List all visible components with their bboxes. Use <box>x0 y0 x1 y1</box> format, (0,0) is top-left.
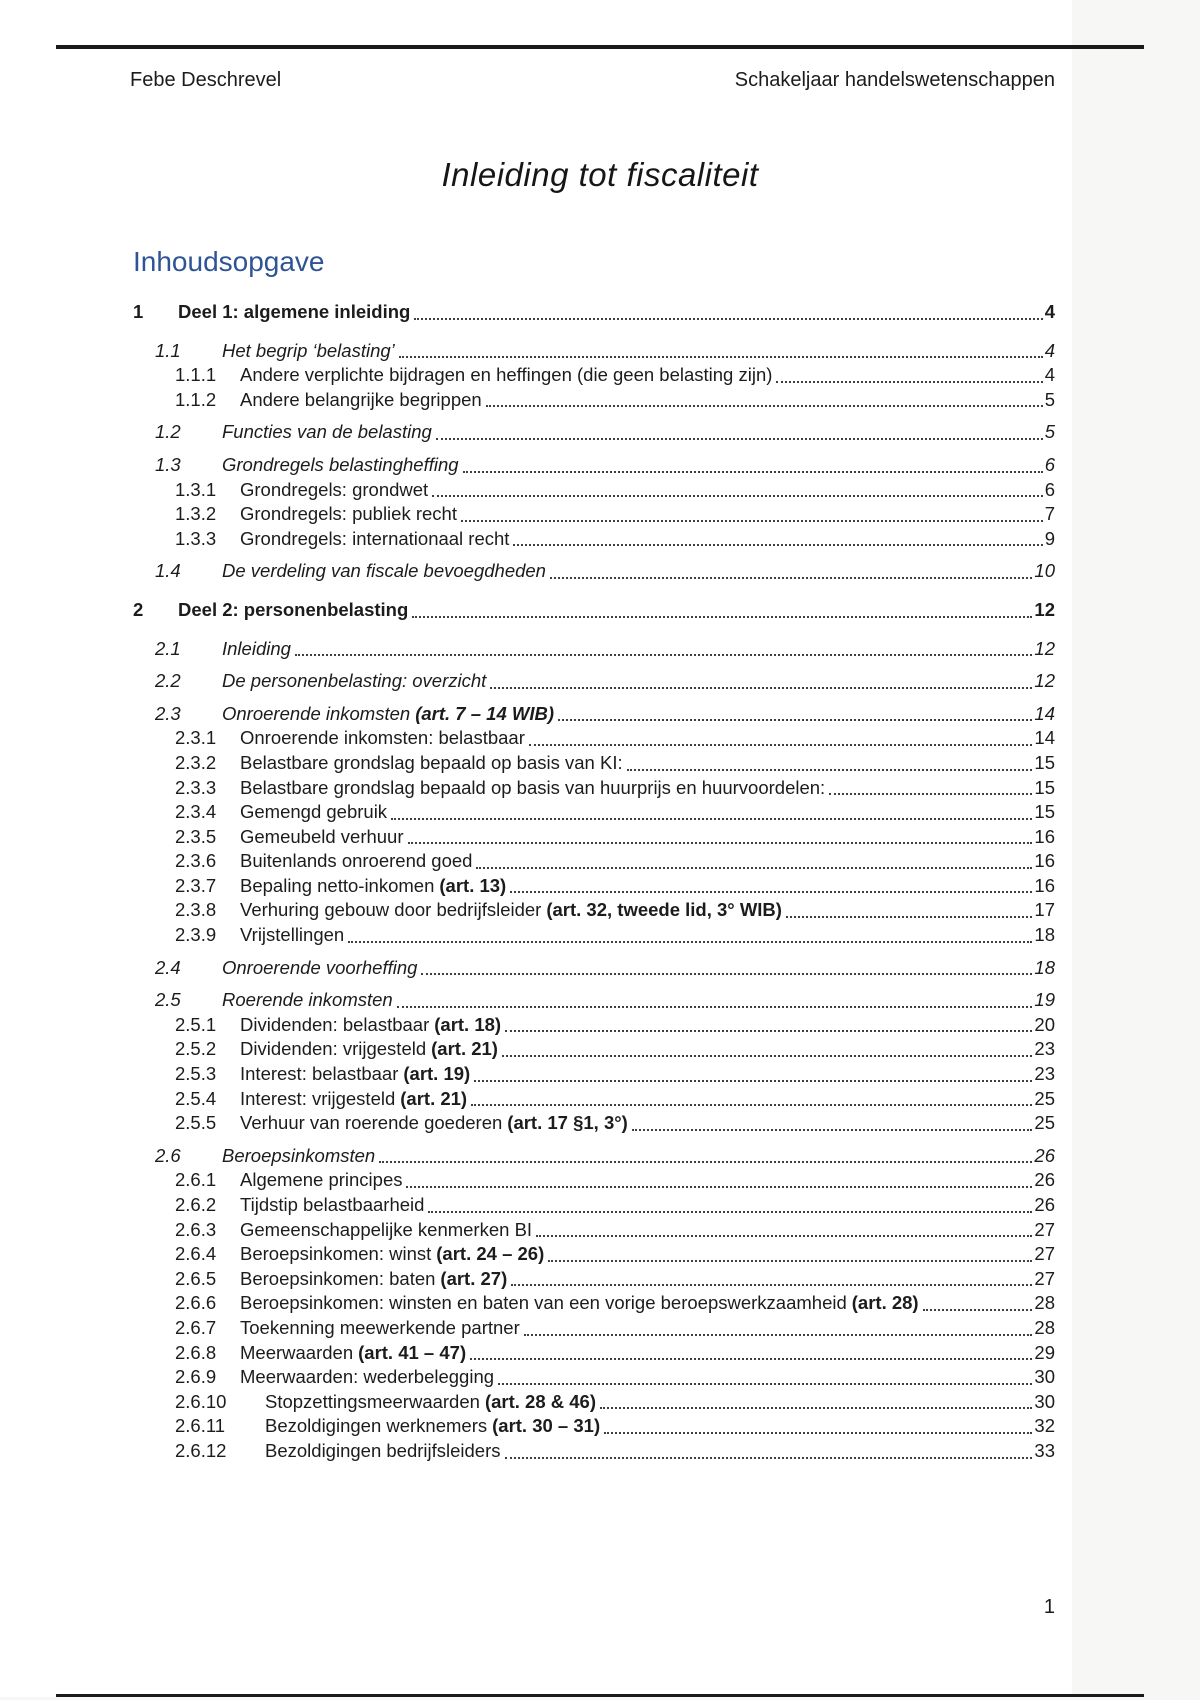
toc-entry-label-text: Het begrip ‘belasting’ <box>222 339 395 361</box>
toc-entry-label-text: Andere belangrijke begrippen <box>240 388 482 410</box>
dot-leader <box>414 318 1042 320</box>
dot-leader <box>474 1080 1032 1082</box>
toc-entry[interactable] <box>133 502 1055 527</box>
toc-entry-number: 1.3.3 <box>175 527 217 549</box>
toc-entry-label <box>178 300 410 325</box>
toc-entry[interactable] <box>133 702 1055 727</box>
toc-entry-number: 2.6.10 <box>175 1390 227 1412</box>
toc-entry-label-text: Verhuring gebouw door bedrijfsleider <box>240 899 542 921</box>
toc-entry-article-ref: (art. 17 §1, 3°) <box>507 1112 628 1134</box>
toc-entry[interactable] <box>133 898 1055 923</box>
toc-entry[interactable] <box>133 1242 1055 1267</box>
toc-entry-number: 1.4 <box>155 560 181 582</box>
toc-entry[interactable] <box>133 1267 1055 1292</box>
toc-entry-number: 2.6.12 <box>175 1439 227 1461</box>
dot-leader <box>604 1432 1032 1434</box>
toc-entry-label <box>240 776 825 801</box>
toc-entry-label-text: Onroerende inkomsten <box>222 702 411 724</box>
toc-entry-number: 1.3 <box>155 453 181 475</box>
dot-leader <box>397 1006 1033 1008</box>
toc-entry-number: 2.3.6 <box>175 850 217 872</box>
toc-page-number: 18 <box>1034 924 1055 946</box>
dot-leader <box>786 916 1032 918</box>
toc-entry-number: 2.3.7 <box>175 874 217 896</box>
toc-entry[interactable] <box>133 300 1055 325</box>
toc-entry[interactable] <box>133 1414 1055 1439</box>
toc-entry[interactable] <box>133 1111 1055 1136</box>
toc-entry[interactable] <box>133 559 1055 584</box>
toc-entry-number: 2.3.5 <box>175 825 217 847</box>
toc-entry[interactable] <box>133 1193 1055 1218</box>
dot-leader <box>295 654 1033 656</box>
toc-entry[interactable] <box>133 453 1055 478</box>
toc-entry-number: 2.1 <box>155 637 181 659</box>
toc-entry-label <box>240 751 623 776</box>
toc-entry-article-ref: (art. 32, tweede lid, 3° WIB) <box>546 899 782 921</box>
dot-leader <box>490 687 1032 689</box>
toc-entry-label <box>240 1242 544 1267</box>
toc-page-number: 12 <box>1034 637 1055 659</box>
toc-entry-label-text: Tijdstip belastbaarheid <box>240 1194 425 1215</box>
toc-page-number: 19 <box>1034 989 1055 1011</box>
toc-entry[interactable] <box>133 1168 1055 1193</box>
toc-entry-label-text: Beroepsinkomsten <box>222 1144 376 1166</box>
dot-leader <box>412 616 1032 618</box>
toc-entry-number: 1.1.2 <box>175 388 217 410</box>
dot-leader <box>505 1457 1033 1459</box>
toc-entry-label-text: Grondregels: grondwet <box>240 478 429 500</box>
dot-leader <box>776 381 1042 383</box>
toc-entry-label-text: Interest: belastbaar <box>240 1063 399 1085</box>
dot-leader <box>600 1407 1032 1409</box>
toc-entry-article-ref: (art. 13) <box>439 874 507 896</box>
dot-leader <box>511 1284 1032 1286</box>
toc-entry-label-text: Dividenden: vrijgesteld <box>240 1038 427 1060</box>
dot-leader <box>548 1260 1032 1262</box>
toc-entry-number: 2.5.2 <box>175 1038 217 1060</box>
toc-entry-label <box>222 956 417 981</box>
toc-page-number: 4 <box>1044 339 1055 361</box>
toc-entry-label <box>240 1267 507 1292</box>
toc-page-number: 27 <box>1034 1267 1055 1289</box>
toc-entry-label-text: Vrijstellingen <box>240 924 345 946</box>
toc-page-number: 23 <box>1034 1063 1055 1085</box>
toc-entry-label <box>265 1390 596 1415</box>
toc-page-number: 14 <box>1034 702 1055 724</box>
page-header <box>130 68 1055 92</box>
toc-entry[interactable] <box>133 726 1055 751</box>
toc-entry-label-text: Belastbare grondslag bepaald op basis van huurprijs en huurvoordelen: <box>240 776 826 798</box>
toc-page-number: 9 <box>1044 527 1055 549</box>
toc-entry-number: 2.3.8 <box>175 899 217 921</box>
toc-entry-label <box>265 1414 600 1439</box>
toc-heading: Inhoudsopgave <box>133 246 325 277</box>
toc-entry-label <box>240 1111 628 1136</box>
toc-entry-label <box>222 988 393 1013</box>
toc-entry-article-ref: (art. 27) <box>440 1267 508 1289</box>
toc-entry-label <box>222 702 554 727</box>
toc-entry-label <box>240 1218 532 1243</box>
toc-entry-number: 2.6.4 <box>175 1243 217 1265</box>
toc-entry[interactable] <box>133 956 1055 981</box>
dot-leader <box>406 1186 1032 1188</box>
toc-entry-number: 2.6.2 <box>175 1194 217 1215</box>
toc-entry-number: 1 <box>133 301 144 322</box>
dot-leader <box>408 842 1033 844</box>
toc-entry-number: 2.3.3 <box>175 776 217 798</box>
dot-leader <box>470 1358 1032 1360</box>
toc-entry-label-text: Bezoldigingen werknemers <box>265 1415 488 1437</box>
toc-entry-label-text: Bepaling netto-inkomen <box>240 874 435 896</box>
toc-page-number: 12 <box>1034 670 1055 692</box>
toc-entry-label <box>240 1365 494 1390</box>
toc-entry-label <box>265 1439 501 1464</box>
toc-page-number: 7 <box>1044 503 1055 525</box>
toc-entry[interactable] <box>133 598 1055 623</box>
toc-entry-label <box>240 388 482 413</box>
toc-entry[interactable] <box>133 1087 1055 1112</box>
dot-leader <box>536 1235 1032 1237</box>
toc-entry[interactable] <box>133 1291 1055 1316</box>
toc-entry-label <box>240 1193 424 1218</box>
toc-entry-label-text: Beroepsinkomen: winsten en baten van een vorige beroepswerkzaamheid <box>240 1292 847 1314</box>
header-rule <box>56 45 1144 49</box>
toc-page-number: 33 <box>1034 1439 1055 1461</box>
toc-entry-number: 2.2 <box>155 670 181 692</box>
toc-entry-label-text: Beroepsinkomen: baten <box>240 1267 436 1289</box>
toc-entry-label-text: Roerende inkomsten <box>222 989 393 1011</box>
toc-entry-article-ref: (art. 28 & 46) <box>484 1390 596 1412</box>
dot-leader <box>476 867 1032 869</box>
dot-leader <box>436 438 1043 440</box>
toc-entry[interactable] <box>133 1062 1055 1087</box>
toc-page-number: 30 <box>1034 1390 1055 1412</box>
toc-page-number: 4 <box>1044 301 1055 322</box>
toc-entry-number: 2.3.1 <box>175 727 217 749</box>
toc-entry[interactable] <box>133 825 1055 850</box>
toc-page-number: 18 <box>1034 956 1055 978</box>
toc-page-number: 10 <box>1034 560 1055 582</box>
toc-entry-number: 2.5.3 <box>175 1063 217 1085</box>
dot-leader <box>428 1211 1032 1213</box>
dot-leader <box>829 793 1032 795</box>
toc-entry-label <box>222 669 486 694</box>
dot-leader <box>461 520 1043 522</box>
toc-entry-label-text: Bezoldigingen bedrijfsleiders <box>265 1439 501 1461</box>
toc-entry[interactable] <box>133 527 1055 552</box>
toc-entry-label-text: Toekenning meewerkende partner <box>240 1316 520 1338</box>
toc-entry-number: 1.2 <box>155 421 181 443</box>
dot-leader <box>505 1030 1032 1032</box>
toc-entry-label <box>240 527 509 552</box>
toc-entry-label-text: Interest: vrijgesteld <box>240 1087 396 1109</box>
toc-entry-label <box>240 1087 467 1112</box>
toc-entry-label <box>240 478 428 503</box>
scan-page-edge-shading <box>1072 0 1200 1700</box>
table-of-contents <box>133 300 1055 1464</box>
toc-page-number: 15 <box>1034 776 1055 798</box>
toc-page-number: 27 <box>1034 1243 1055 1265</box>
toc-entry[interactable] <box>133 849 1055 874</box>
toc-entry[interactable] <box>133 751 1055 776</box>
toc-entry-number: 2.5 <box>155 989 181 1011</box>
toc-entry-label <box>222 1144 375 1169</box>
dot-leader <box>513 544 1042 546</box>
dot-leader <box>421 973 1032 975</box>
toc-entry-label <box>222 637 291 662</box>
toc-entry-label-text: Grondregels: internationaal recht <box>240 527 510 549</box>
dot-leader <box>498 1383 1032 1385</box>
toc-page-number: 5 <box>1044 388 1055 410</box>
toc-entry-number: 1.1.1 <box>175 364 217 386</box>
toc-page-number: 26 <box>1034 1169 1055 1191</box>
toc-entry-label <box>222 453 459 478</box>
dot-leader <box>379 1161 1032 1163</box>
toc-entry-number: 2.6.6 <box>175 1292 217 1314</box>
toc-entry-number: 2.6.7 <box>175 1316 217 1338</box>
toc-entry-label <box>240 825 404 850</box>
toc-entry[interactable] <box>133 1144 1055 1169</box>
toc-entry[interactable] <box>133 1390 1055 1415</box>
toc-entry[interactable] <box>133 800 1055 825</box>
toc-entry[interactable] <box>133 988 1055 1013</box>
dot-leader <box>510 891 1032 893</box>
toc-entry-label-text: Verhuur van roerende goederen <box>240 1112 503 1134</box>
toc-entry-number: 2.3 <box>155 702 181 724</box>
toc-page-number: 17 <box>1034 899 1055 921</box>
toc-entry[interactable] <box>133 776 1055 801</box>
toc-entry[interactable] <box>133 478 1055 503</box>
toc-page-number: 30 <box>1034 1366 1055 1388</box>
toc-entry[interactable] <box>133 1316 1055 1341</box>
toc-entry-number: 2.6.3 <box>175 1218 217 1240</box>
toc-page-number: 16 <box>1034 825 1055 847</box>
toc-page-number: 32 <box>1034 1415 1055 1437</box>
toc-entry[interactable] <box>133 669 1055 694</box>
toc-entry-label-text: Gemengd gebruik <box>240 801 388 823</box>
toc-entry-label <box>240 800 387 825</box>
toc-entry[interactable] <box>133 363 1055 388</box>
toc-page-number: 15 <box>1034 751 1055 773</box>
toc-entry[interactable] <box>133 1037 1055 1062</box>
dot-leader <box>463 471 1043 473</box>
toc-entry[interactable] <box>133 388 1055 413</box>
toc-entry-label <box>240 502 457 527</box>
toc-entry-label <box>240 849 472 874</box>
toc-entry[interactable] <box>133 420 1055 445</box>
toc-entry-label-text: Grondregels: publiek recht <box>240 503 457 525</box>
toc-entry-article-ref: (art. 28) <box>851 1292 919 1314</box>
toc-page-number: 28 <box>1034 1292 1055 1314</box>
toc-page-number: 25 <box>1034 1087 1055 1109</box>
toc-entry-label-text: Onroerende voorheffing <box>222 956 418 978</box>
footer-page-number: 1 <box>1043 1596 1055 1618</box>
toc-page-number: 27 <box>1034 1218 1055 1240</box>
document-title: Inleiding tot fiscaliteit <box>441 156 759 193</box>
dot-leader <box>391 818 1032 820</box>
toc-entry-article-ref: (art. 7 – 14 WIB) <box>415 702 554 724</box>
toc-page-number: 26 <box>1034 1194 1055 1215</box>
toc-entry[interactable] <box>133 637 1055 662</box>
toc-entry-label <box>240 1037 498 1062</box>
toc-entry-label-text: Onroerende inkomsten: belastbaar <box>240 727 525 749</box>
toc-entry-number: 2.6.11 <box>175 1415 226 1437</box>
dot-leader <box>432 495 1043 497</box>
toc-entry[interactable] <box>133 874 1055 899</box>
toc-page-number: 12 <box>1034 598 1055 620</box>
toc-entry-number: 2.5.5 <box>175 1112 217 1134</box>
toc-entry-article-ref: (art. 19) <box>403 1063 471 1085</box>
toc-entry-article-ref: (art. 24 – 26) <box>436 1243 545 1265</box>
toc-entry-number: 2.6.8 <box>175 1341 217 1363</box>
toc-entry-label <box>240 1316 520 1341</box>
dot-leader <box>348 941 1032 943</box>
toc-entry-label <box>240 1013 501 1038</box>
toc-entry-label-text: Belastbare grondslag bepaald op basis van KI: <box>240 751 623 773</box>
dot-leader <box>627 769 1033 771</box>
toc-entry-label <box>222 559 546 584</box>
dot-leader <box>486 405 1043 407</box>
toc-entry-article-ref: (art. 21) <box>431 1038 498 1060</box>
toc-page-number: 20 <box>1034 1013 1055 1035</box>
toc-entry[interactable] <box>133 1365 1055 1390</box>
dot-leader <box>923 1309 1033 1311</box>
toc-entry-label <box>222 339 395 364</box>
header-author: Febe Deschrevel <box>130 69 282 91</box>
dot-leader <box>558 719 1032 721</box>
toc-entry-number: 2.3.2 <box>175 751 217 773</box>
toc-entry[interactable] <box>133 1341 1055 1366</box>
toc-entry-number: 2.5.1 <box>175 1013 217 1035</box>
toc-entry-label <box>240 923 344 948</box>
toc-entry-label-text: Inleiding <box>222 637 291 659</box>
toc-page-number: 4 <box>1044 364 1055 386</box>
toc-entry-label-text: Meerwaarden: wederbelegging <box>240 1366 495 1388</box>
dot-leader <box>550 577 1032 579</box>
toc-entry-number: 2.6.1 <box>175 1169 217 1191</box>
toc-entry[interactable] <box>133 923 1055 948</box>
toc-entry-label-text: De verdeling van fiscale bevoegdheden <box>222 560 546 582</box>
toc-entry-label-text: Algemene principes <box>240 1169 403 1191</box>
toc-entry-label-text: Meerwaarden <box>240 1341 354 1363</box>
toc-entry-label-text: Andere verplichte bijdragen en heffingen (die geen belasting zijn) <box>240 364 773 386</box>
toc-page-number: 6 <box>1044 478 1055 500</box>
toc-entry-label <box>240 726 525 751</box>
toc-entry-number: 2.3.4 <box>175 801 217 823</box>
toc-entry-number: 2.6 <box>155 1144 181 1166</box>
toc-entry-label-text: Deel 1: algemene inleiding <box>178 301 411 322</box>
toc-entry-label-text: Gemeubeld verhuur <box>240 825 404 847</box>
toc-entry-article-ref: (art. 21) <box>400 1087 468 1109</box>
toc-page-number: 16 <box>1034 874 1055 896</box>
toc-entry-label <box>240 1341 466 1366</box>
footer-rule <box>56 1694 1144 1697</box>
toc-entry-label <box>240 898 782 923</box>
toc-entry-label <box>240 1291 919 1316</box>
toc-entry-article-ref: (art. 41 – 47) <box>358 1341 467 1363</box>
toc-entry-number: 2.5.4 <box>175 1087 217 1109</box>
dot-leader <box>399 356 1043 358</box>
toc-page-number: 29 <box>1034 1341 1055 1363</box>
toc-page-number: 25 <box>1034 1112 1055 1134</box>
toc-entry-label-text: De personenbelasting: overzicht <box>222 670 487 692</box>
toc-entry-number: 2.6.5 <box>175 1267 217 1289</box>
toc-entry-label <box>240 874 506 899</box>
toc-entry[interactable] <box>133 339 1055 364</box>
dot-leader <box>524 1334 1033 1336</box>
toc-entry-label-text: Stopzettingsmeerwaarden <box>265 1390 480 1412</box>
toc-entry-article-ref: (art. 30 – 31) <box>492 1415 601 1437</box>
toc-entry-number: 2.3.9 <box>175 924 217 946</box>
toc-entry-label-text: Grondregels belastingheffing <box>222 453 459 475</box>
toc-page-number: 15 <box>1034 801 1055 823</box>
toc-page-number: 6 <box>1044 453 1055 475</box>
toc-entry-number: 1.3.2 <box>175 503 217 525</box>
toc-page-number: 16 <box>1034 850 1055 872</box>
toc-entry-label-text: Beroepsinkomen: winst <box>240 1243 432 1265</box>
toc-entry-number: 2 <box>133 598 144 620</box>
toc-entry-article-ref: (art. 18) <box>434 1013 502 1035</box>
toc-entry-number: 1.1 <box>155 339 181 361</box>
dot-leader <box>471 1104 1032 1106</box>
toc-entry-label <box>222 420 432 445</box>
toc-entry-label <box>178 598 408 623</box>
toc-page-number: 26 <box>1034 1144 1055 1166</box>
toc-page-number: 23 <box>1034 1038 1055 1060</box>
dot-leader <box>632 1129 1033 1131</box>
toc-entry-label <box>240 1168 402 1193</box>
toc-entry-number: 1.3.1 <box>175 478 217 500</box>
toc-entry[interactable] <box>133 1218 1055 1243</box>
toc-page-number: 5 <box>1044 421 1055 443</box>
toc-entry-label <box>240 363 772 388</box>
dot-leader <box>502 1055 1032 1057</box>
toc-entry-number: 2.6.9 <box>175 1366 217 1388</box>
toc-entry-label-text: Dividenden: belastbaar <box>240 1013 430 1035</box>
toc-page-number: 28 <box>1034 1316 1055 1338</box>
toc-entry-label-text: Gemeenschappelijke kenmerken BI <box>240 1218 533 1240</box>
header-course: Schakeljaar handelswetenschappen <box>734 69 1055 91</box>
toc-entry-label-text: Buitenlands onroerend goed <box>240 850 473 872</box>
dot-leader <box>529 744 1033 746</box>
toc-entry[interactable] <box>133 1013 1055 1038</box>
toc-entry-label-text: Functies van de belasting <box>222 421 432 443</box>
toc-entry-label <box>240 1062 470 1087</box>
toc-page-number: 14 <box>1034 727 1055 749</box>
toc-entry-number: 2.4 <box>155 956 181 978</box>
toc-entry-label-text: Deel 2: personenbelasting <box>178 598 409 620</box>
toc-entry[interactable] <box>133 1439 1055 1464</box>
